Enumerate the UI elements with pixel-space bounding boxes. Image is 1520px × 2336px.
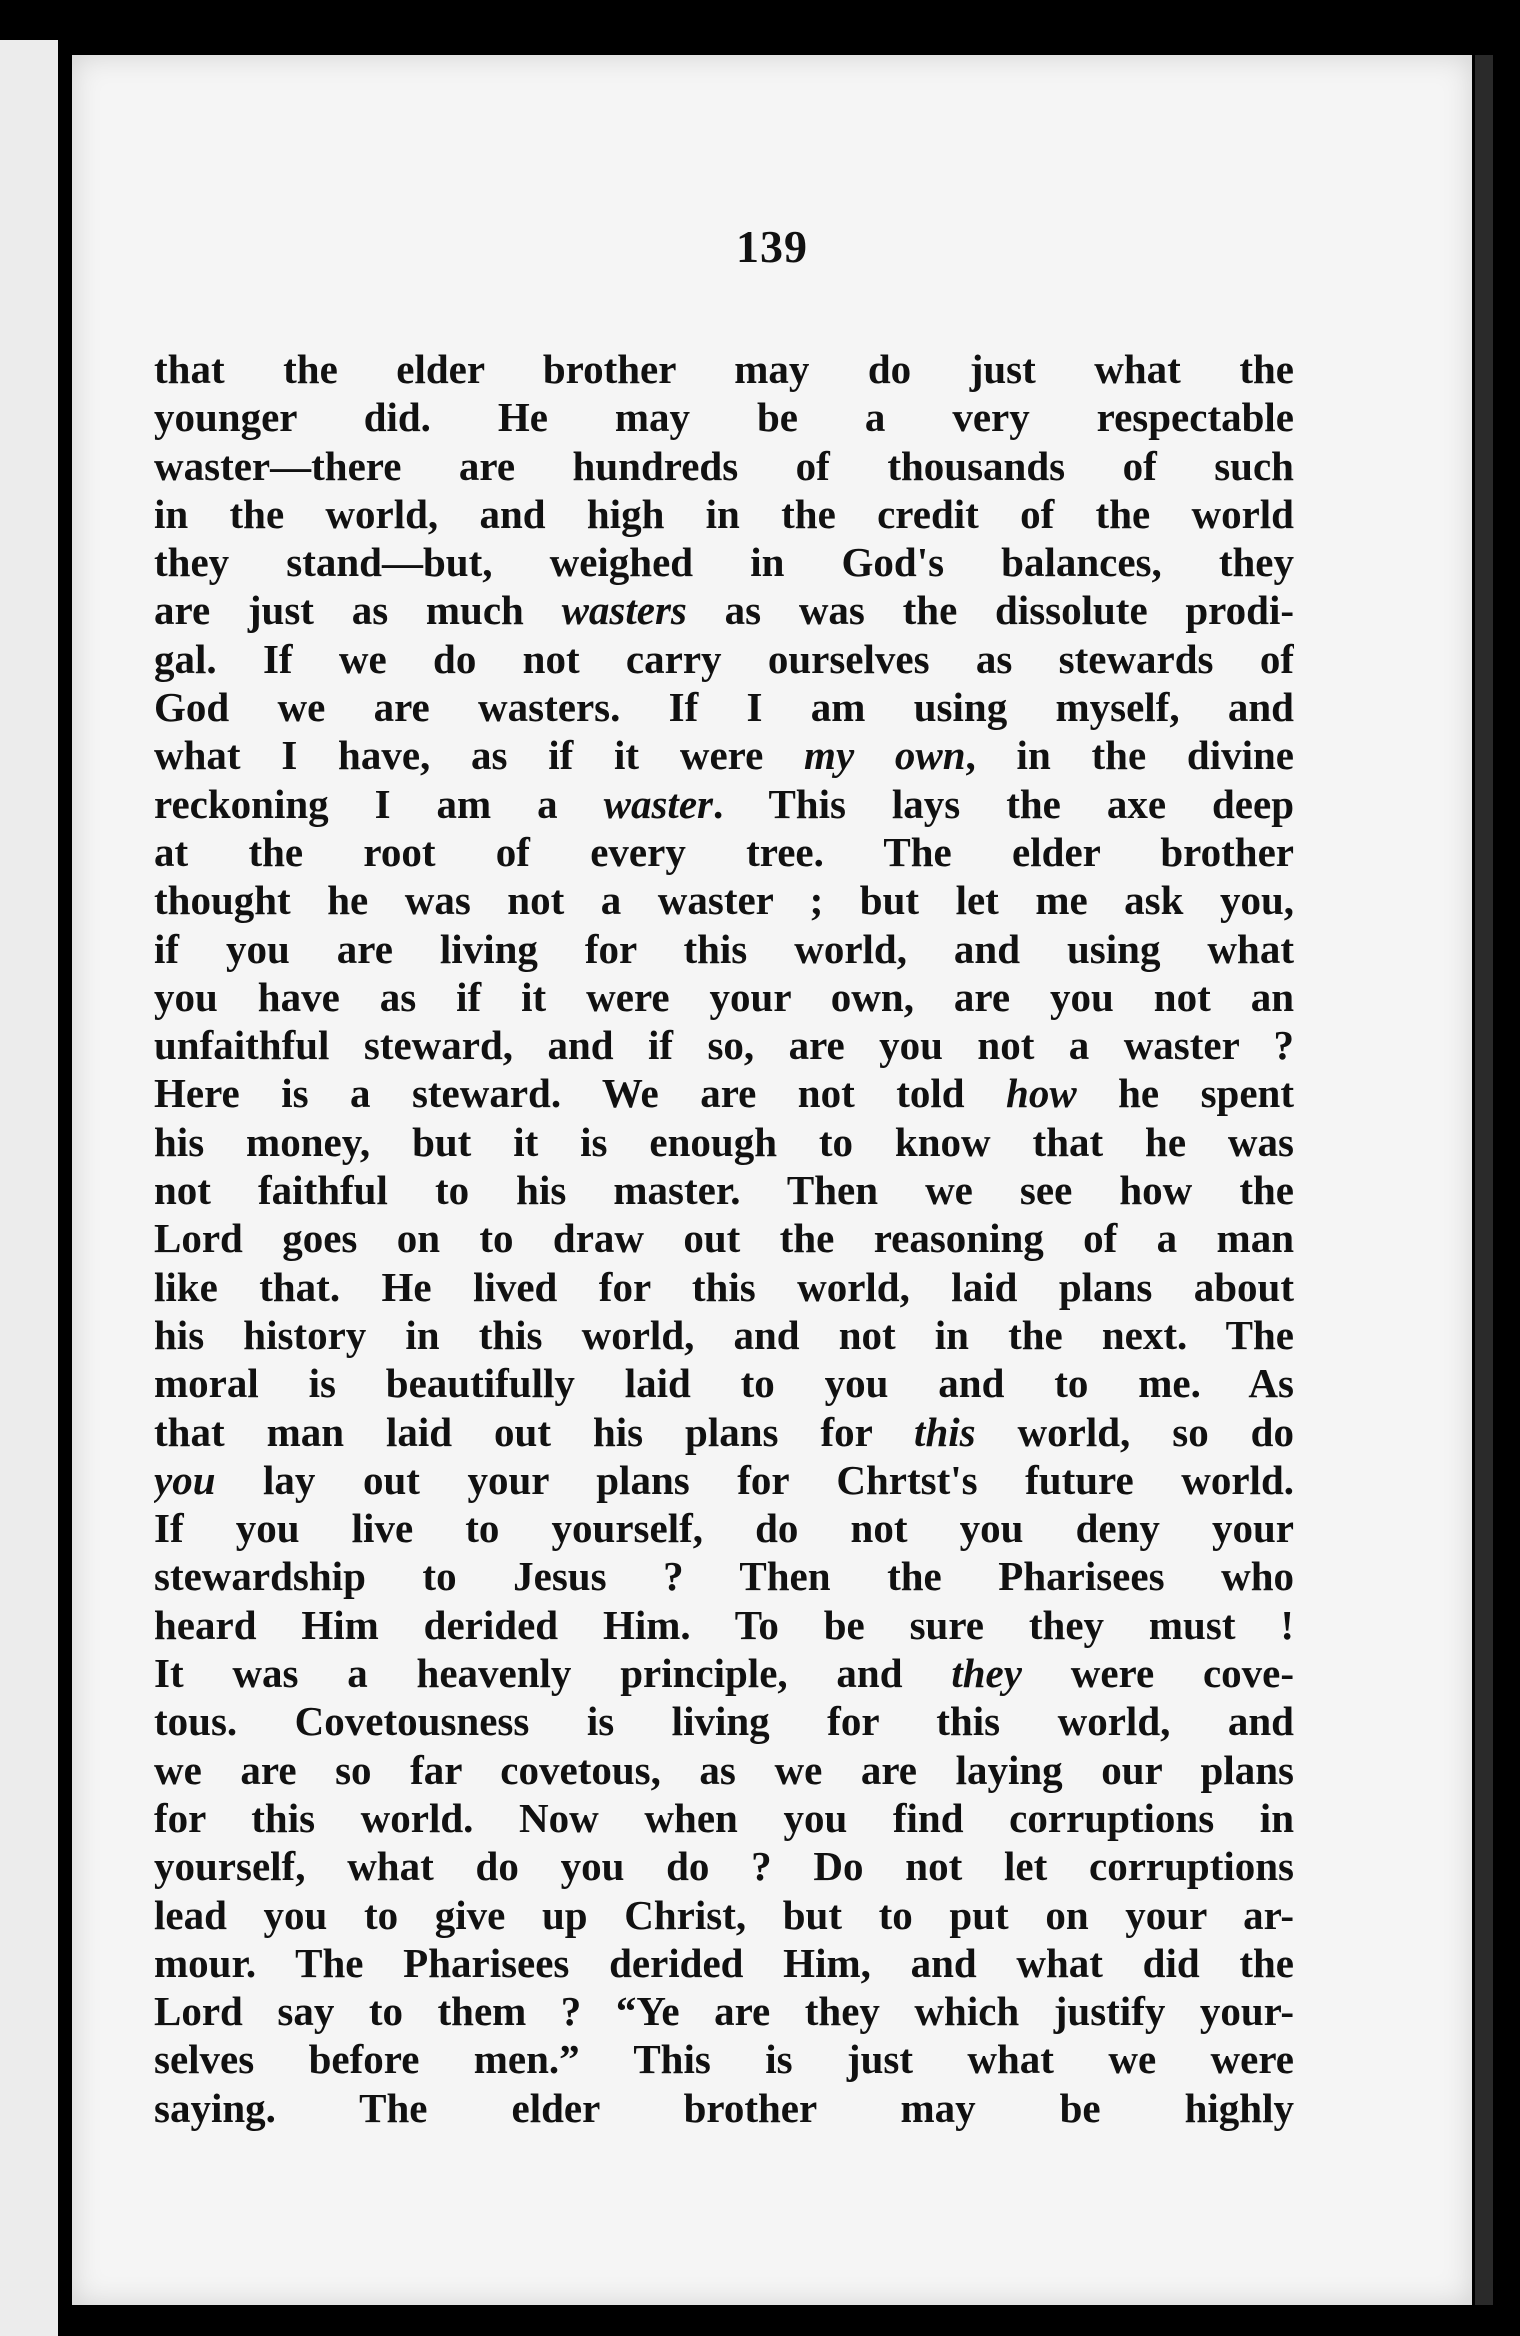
text-line: they stand—but, weighed in God's balances, they — [154, 539, 1294, 586]
text-line: what I have, as if it were my own, in the divine — [154, 732, 1294, 779]
text-line: are just as much wasters as was the dissolute prodi- — [154, 587, 1294, 634]
italic-emphasis: wasters — [561, 587, 687, 634]
text-line: It was a heavenly principle, and they were cove- — [154, 1650, 1294, 1697]
text-line: moral is beautifully laid to you and to me. As — [154, 1360, 1294, 1407]
text-line: at the root of every tree. The elder brother — [154, 828, 1294, 875]
text-line: if you are living for this world, and using what — [154, 925, 1294, 972]
page-edge-shadow — [1475, 55, 1493, 2305]
text-line: heard Him derided Him. To be sure they must ! — [154, 1601, 1294, 1648]
text-line: selves before men.” This is just what we were — [154, 2036, 1294, 2083]
text-line: for this world. Now when you find corruptions in — [154, 1794, 1294, 1841]
text-line: like that. He lived for this world, laid plans about — [154, 1263, 1294, 1310]
text-line: not faithful to his master. Then we see how the — [154, 1167, 1294, 1214]
text-line: reckoning I am a waster. This lays the axe deep — [154, 780, 1294, 827]
text-line: thought he was not a waster ; but let me ask you, — [154, 877, 1294, 924]
text-line: that the elder brother may do just what the — [154, 346, 1294, 392]
text-line: waster—there are hundreds of thousands of such — [154, 442, 1294, 489]
body-text — [154, 345, 1294, 2132]
text-line: that man laid out his plans for this world, so do — [154, 1408, 1294, 1455]
text-line: unfaithful steward, and if so, are you not a waster ? — [154, 1022, 1294, 1069]
italic-emphasis: you — [154, 1456, 216, 1503]
italic-emphasis: this — [914, 1408, 976, 1455]
page-number: 139 — [736, 221, 808, 272]
text-line: stewardship to Jesus ? Then the Pharisees who — [154, 1553, 1294, 1600]
book-page — [72, 55, 1472, 2305]
italic-emphasis: my own — [804, 732, 966, 779]
text-line: mour. The Pharisees derided Him, and what did the — [154, 1939, 1294, 1986]
italic-emphasis: waster — [603, 780, 713, 827]
text-line: younger did. He may be a very respectable — [154, 394, 1294, 441]
text-line: saying. The elder brother may be highly — [154, 2084, 1294, 2131]
adjacent-page-edge — [0, 40, 58, 2336]
text-line: Lord goes on to draw out the reasoning of a man — [154, 1215, 1294, 1262]
text-line: yourself, what do you do ? Do not let corruptions — [154, 1843, 1294, 1890]
italic-emphasis: how — [1006, 1070, 1077, 1117]
text-line: God we are wasters. If I am using myself, and — [154, 684, 1294, 731]
text-line: gal. If we do not carry ourselves as stewards of — [154, 635, 1294, 682]
text-line: tous. Covetousness is living for this world, and — [154, 1698, 1294, 1745]
text-line: lead you to give up Christ, but to put on your ar- — [154, 1891, 1294, 1938]
text-line: If you live to yourself, do not you deny your — [154, 1505, 1294, 1552]
text-line: you lay out your plans for Chrtst's future world. — [154, 1456, 1294, 1503]
text-line: you have as if it were your own, are you not an — [154, 973, 1294, 1020]
italic-emphasis: they — [951, 1650, 1022, 1697]
text-line: we are so far covetous, as we are laying our plans — [154, 1746, 1294, 1793]
text-line: Here is a steward. We are not told how he spent — [154, 1070, 1294, 1117]
text-line: his money, but it is enough to know that he was — [154, 1118, 1294, 1165]
text-line: Lord say to them ? “Ye are they which justify your- — [154, 1988, 1294, 2035]
text-line: his history in this world, and not in the next. The — [154, 1311, 1294, 1358]
text-line: in the world, and high in the credit of the world — [154, 490, 1294, 537]
